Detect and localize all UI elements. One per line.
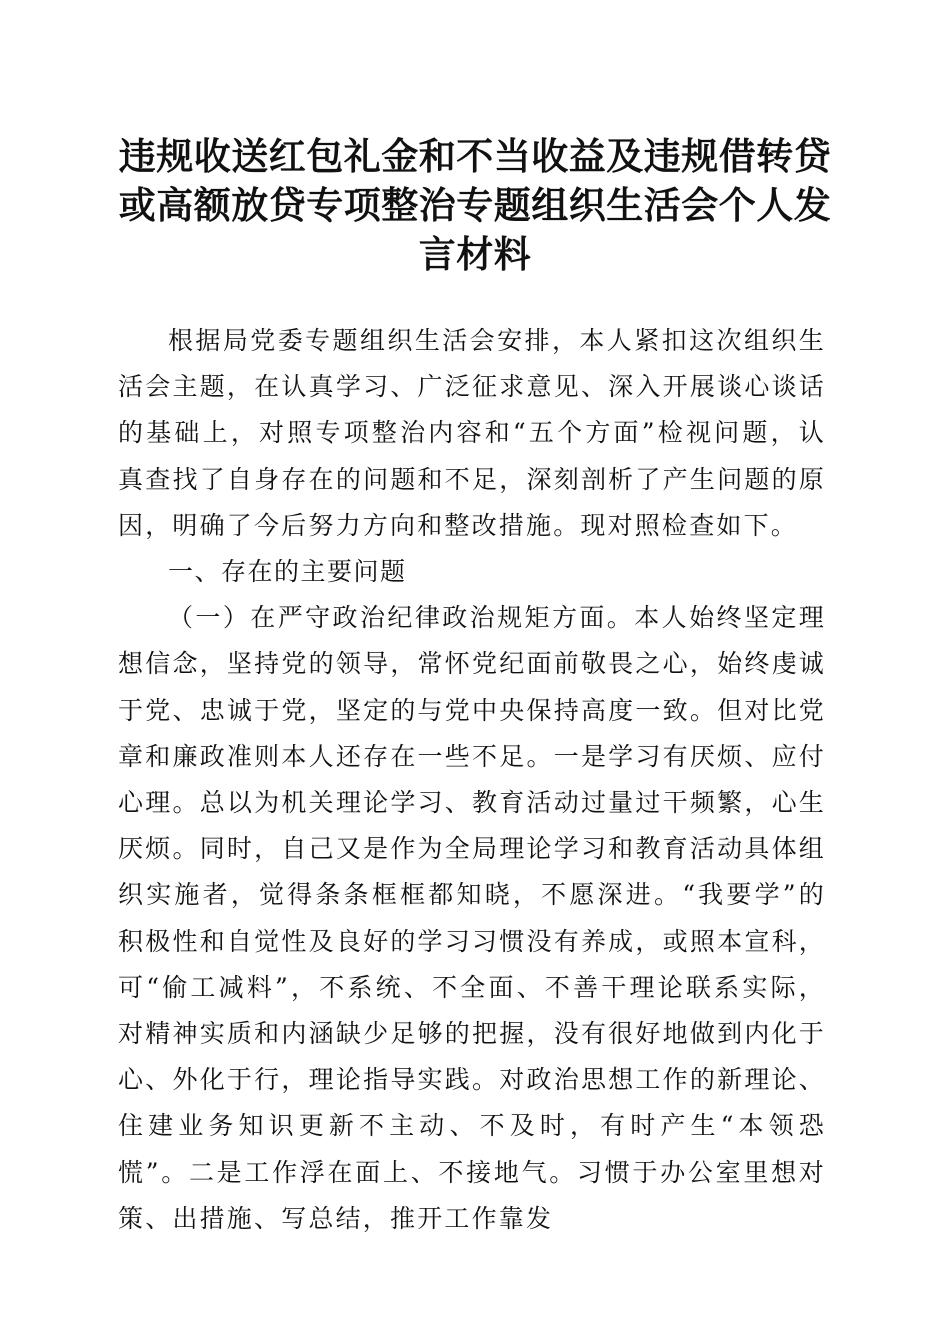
intro-paragraph: 根据局党委专题组织生活会安排，本人紧扣这次组织生活会主题，在认真学习、广泛征求意见、深入开展谈心谈话的基础上，对照专项整治内容和“五个方面”检视问题，认真查找了自身存在的问题和不足，深刻剖析了产生问题的原因，明确了今后努力方向和整改措施。现对照检查如下。 xyxy=(118,326,826,540)
subsection-lead: （一）在严守政治纪律政治规矩方面。 xyxy=(168,603,635,633)
document-body xyxy=(118,318,826,1242)
section-heading: 一、存在的主要问题 xyxy=(168,557,407,587)
subsection-text: 本人始终坚定理想信念，坚持党的领导，常怀党纪面前敬畏之心，始终虔诚于党、忠诚于党，坚定的与党中央保持高度一致。但对比党章和廉政准则本人还存在一些不足。一是学习有厌烦、应付心理。总以为机关理论学习、教育活动过量过干频繁，心生厌烦。同时，自己又是作为全局理论学习和教育活动具体组织实施者，觉得条条框框都知晓，不愿深进。“我要学”的积极性和自觉性及良好的学习习惯没有养成，或照本宣科，可“偷工减料”，不系统、不全面、不善干理论联系实际，对精神实质和内涵缺少足够的把握，没有很好地做到内化于心、外化于行，理论指导实践。对政治思想工作的新理论、住建业务知识更新不主动、不及时，有时产生“本领恐慌”。二是工作浮在面上、不接地气。习惯于办公室里想对策、出措施、写总结，推开工作靠发 xyxy=(118,603,827,1233)
document-title: 违规收送红包礼金和不当收益及违规借转贷或高额放贷专项整治专题组织生活会个人发言材料 xyxy=(118,134,832,276)
subsection-paragraph xyxy=(118,595,826,1242)
